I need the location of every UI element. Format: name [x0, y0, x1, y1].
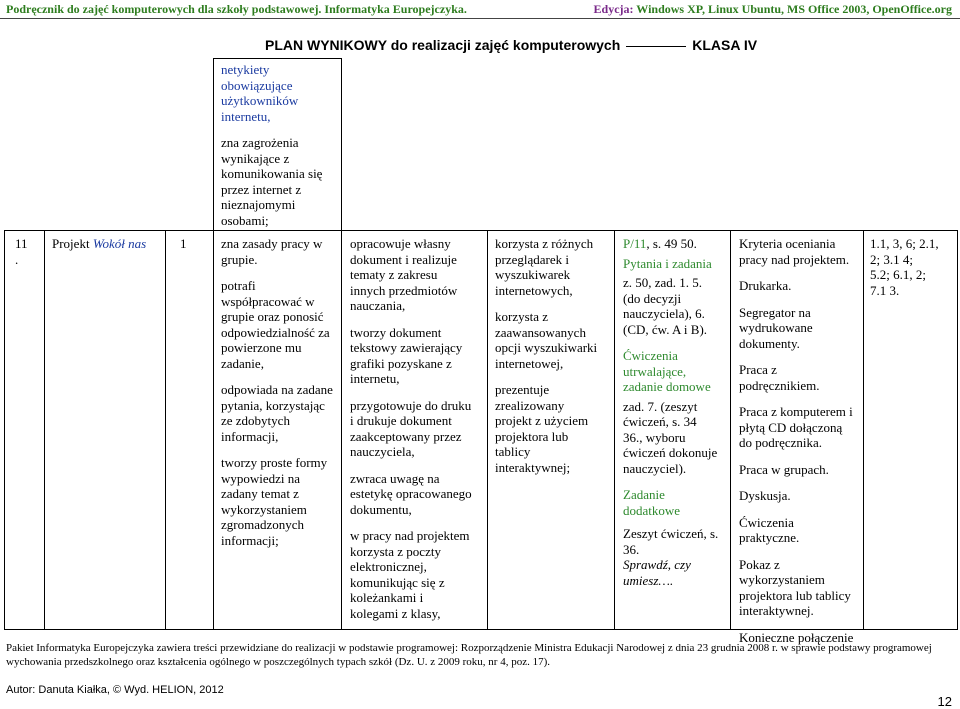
- text-line: 11: [15, 236, 28, 251]
- paragraph: [221, 455, 339, 548]
- text-line: przygotowuje do druku: [350, 397, 472, 413]
- text-line: podręcznikiem.: [739, 377, 820, 393]
- footer-line-2: wychowania przedszkolnego oraz kształcenia ogólnego w poszczególnych typach szkół (Dz. U. z 2009 roku, nr 4, poz. 17).: [6, 656, 551, 668]
- text-line: nauczania,: [350, 298, 406, 313]
- paragraph: [739, 488, 862, 504]
- cell-advanced-skills: [495, 236, 613, 486]
- text-line: Konieczne połączenie: [739, 629, 854, 645]
- paragraph: [350, 398, 486, 460]
- text-line: wynikające z: [221, 150, 290, 166]
- text-line: tablicy: [495, 444, 531, 459]
- text-line: w pracy nad projektem: [350, 528, 470, 543]
- text-line: 36., wyboru: [623, 429, 686, 445]
- text-line: z. 50, zad. 1. 5.: [623, 275, 703, 290]
- project-title: [52, 236, 164, 252]
- text-line: praktyczne.: [739, 530, 800, 545]
- text-line: potrafi: [221, 278, 256, 293]
- text-line: wydrukowane: [739, 320, 813, 335]
- text-line: Zadanie: [623, 487, 665, 502]
- text-line: interaktywnej;: [495, 459, 571, 475]
- text-line: nauczyciela), 6.: [623, 306, 705, 321]
- text-line: (do decyzji: [623, 290, 682, 306]
- footer-note: [6, 641, 951, 669]
- text-line: 5.2; 6.1, 2;: [870, 267, 926, 282]
- text-line: tworzy dokument: [350, 324, 442, 340]
- header-edition-value: Windows XP, Linux Ubuntu, MS Office 2003, OpenOffice.org: [633, 2, 952, 16]
- text-line: interaktywnej.: [739, 603, 814, 618]
- text-line: Pytania i zadania: [623, 255, 712, 271]
- cell-hours: [180, 236, 200, 263]
- paragraph: [495, 236, 613, 298]
- text-line: wykorzystaniem: [739, 572, 825, 587]
- text-line: 2; 3.1 4;: [870, 251, 913, 267]
- paragraph: [739, 362, 862, 393]
- title-dash: [626, 46, 686, 47]
- text-line: powierzone mu: [221, 340, 302, 355]
- project-name: Wokół nas: [92, 236, 147, 251]
- paragraph: [739, 515, 862, 546]
- text-line: komunikowania się: [221, 166, 323, 181]
- text-line: ze zdobytych: [221, 413, 290, 428]
- text-line: tematy z zakresu: [350, 267, 438, 282]
- cell-project: [52, 236, 164, 252]
- text-line: komunikując się z: [350, 574, 445, 590]
- text-line: grupie oraz ponosić: [221, 309, 324, 324]
- text-line: odpowiada na zadane: [221, 382, 333, 397]
- paragraph: [221, 62, 339, 124]
- text-line: tworzy proste formy: [221, 455, 328, 470]
- text-line: korzysta z różnych: [495, 236, 594, 251]
- paragraph: [870, 236, 956, 298]
- text-line: 36.: [623, 541, 640, 557]
- text-line: nauczyciela,: [350, 444, 415, 459]
- text-line: współpracować w: [221, 293, 315, 309]
- text-line: (CD, ćw. A i B).: [623, 321, 708, 337]
- text-line: zad. 7. (zeszyt: [623, 398, 698, 414]
- text-line: prezentuje: [495, 382, 550, 397]
- text-line: nieznajomymi: [221, 197, 296, 212]
- text-line: zwraca uwagę na: [350, 470, 440, 486]
- paragraph: [221, 236, 339, 267]
- text-line: użytkowników: [221, 93, 299, 108]
- text-line: Praca z: [739, 362, 777, 377]
- text-line: do podręcznika.: [739, 435, 823, 450]
- materials-block: [623, 487, 729, 518]
- text-line: Praca z komputerem i: [739, 404, 853, 419]
- text-line: odpowiedzialność za: [221, 324, 330, 340]
- text-line: dokumenty.: [739, 335, 800, 351]
- materials-ref: [623, 236, 729, 252]
- text-line: zadany temat z: [221, 486, 299, 501]
- text-line: grupie.: [221, 251, 258, 267]
- text-line: 1.1, 3, 6; 2.1,: [870, 236, 939, 251]
- materials-block: [623, 399, 729, 477]
- text-line: zaawansowanych: [495, 324, 586, 340]
- text-line: 7.1 3.: [870, 282, 900, 298]
- text-line: dokument i realizuje: [350, 251, 457, 267]
- text-line: ćwiczeń dokonuje: [623, 445, 718, 460]
- paragraph: [221, 382, 339, 444]
- header-book-title: Podręcznik do zajęć komputerowych dla szkoły podstawowej. Informatyka Europejczyka.: [6, 2, 467, 16]
- text-line: zgromadzonych: [221, 517, 305, 532]
- materials-block: [623, 557, 729, 588]
- text-line: projektora lub tablicy: [739, 587, 851, 603]
- paragraph: [350, 236, 486, 314]
- top-cell-continuation: [221, 62, 339, 239]
- text-line: opracowuje własny: [350, 236, 451, 251]
- text-line: internetowych,: [495, 282, 573, 298]
- text-line: tekstowy zawierający: [350, 340, 463, 355]
- paragraph: [15, 236, 43, 252]
- cell-row-number: [15, 236, 43, 267]
- text-line: zaakceptowany przez: [350, 428, 462, 444]
- paragraph: [15, 252, 43, 268]
- paragraph: [739, 404, 862, 451]
- text-line: wypowiedzi na: [221, 470, 301, 486]
- text-line: internetu,: [350, 371, 400, 386]
- text-line: płytą CD dołączoną: [739, 419, 843, 435]
- text-line: ćwiczeń, s. 34: [623, 414, 697, 429]
- text-line: przeglądarek i: [495, 251, 569, 267]
- paragraph: [739, 278, 862, 294]
- paragraph: [180, 236, 200, 252]
- paragraph: [739, 462, 862, 478]
- text-line: wyszukiwarek: [495, 267, 571, 282]
- text-line: innych przedmiotów: [350, 282, 458, 298]
- cell-methods: [739, 236, 862, 656]
- page-number: 12: [937, 694, 952, 709]
- header-rule: [0, 18, 960, 19]
- text-line: opcji wyszukiwarki: [495, 340, 598, 355]
- text-line: .: [15, 251, 19, 267]
- paragraph: [350, 325, 486, 387]
- cell-materials: [623, 236, 729, 588]
- text-line: dodatkowe: [623, 502, 681, 518]
- text-line: koleżankami i: [350, 590, 424, 605]
- text-line: zna zasady pracy w: [221, 236, 323, 251]
- text-line: pracy nad projektem.: [739, 251, 850, 267]
- page-title: [265, 37, 757, 53]
- text-line: netykiety: [221, 62, 270, 77]
- text-line: Ćwiczenia: [623, 348, 678, 363]
- paragraph: [739, 236, 862, 267]
- ref-pages: , s. 49 50.: [646, 236, 697, 251]
- text-line: zna zagrożenia: [221, 135, 299, 150]
- text-line: nauczyciel).: [623, 460, 687, 476]
- text-line: Pokaz z: [739, 556, 780, 572]
- header-edition-label: Edycja:: [593, 2, 634, 16]
- text-line: internetowej,: [495, 355, 564, 371]
- ref-code: P/11: [623, 236, 647, 251]
- text-line: pytania, korzystając: [221, 397, 325, 413]
- paragraph: [221, 278, 339, 371]
- paragraph: [221, 135, 339, 228]
- page-title-class: KLASA IV: [692, 37, 758, 53]
- header-edition: [594, 2, 952, 17]
- cell-basic-skills: [221, 236, 339, 559]
- materials-block: [623, 256, 729, 272]
- text-line: informacji,: [221, 428, 279, 444]
- text-line: zadanie,: [221, 355, 264, 371]
- text-line: zadanie domowe: [623, 379, 711, 394]
- cell-curriculum: [870, 236, 956, 309]
- paragraph: [495, 382, 613, 475]
- text-line: umiesz….: [623, 572, 674, 588]
- text-line: Drukarka.: [739, 278, 792, 293]
- text-line: kolegami z klasy,: [350, 605, 441, 621]
- text-line: internetu,: [221, 108, 271, 124]
- text-line: obowiązujące: [221, 77, 293, 93]
- text-line: Praca w grupach.: [739, 461, 829, 477]
- materials-block: [623, 526, 729, 557]
- text-line: Kryteria oceniania: [739, 236, 836, 251]
- text-line: i drukuje dokument: [350, 413, 452, 428]
- text-line: Zeszyt ćwiczeń, s.: [623, 526, 719, 541]
- text-line: przez internet z: [221, 181, 302, 197]
- text-line: korzysta z poczty: [350, 543, 441, 559]
- paragraph: [739, 557, 862, 619]
- materials-block: [623, 348, 729, 395]
- project-prefix: Projekt: [52, 236, 93, 251]
- cell-extended-skills: [350, 236, 486, 632]
- text-line: grafiki pozyskane z: [350, 355, 452, 371]
- text-line: korzysta z: [495, 309, 549, 324]
- text-line: projektora lub: [495, 428, 569, 444]
- text-line: Ćwiczenia: [739, 514, 794, 530]
- text-line: informacji;: [221, 532, 279, 548]
- text-line: projekt z użyciem: [495, 413, 589, 428]
- paragraph: [350, 528, 486, 621]
- paragraph: [739, 305, 862, 352]
- materials-block: [623, 275, 729, 337]
- footer-line-1: Pakiet Informatyka Europejczyka zawiera treści przewidziane do realizacji w podstawie programowej: Rozporządzenie Ministra Edukacji Narodowej z dnia 23 grudnia 2008 r. w sprawie podstawy programowej: [6, 642, 932, 654]
- page-title-main: PLAN WYNIKOWY do realizacji zajęć komputerowych: [265, 37, 621, 53]
- text-line: Sprawdź, czy: [623, 557, 691, 572]
- text-line: zrealizowany: [495, 397, 565, 413]
- paragraph: [350, 471, 486, 518]
- text-line: utrwalające,: [623, 363, 687, 379]
- text-line: Dyskusja.: [739, 488, 791, 503]
- text-line: dokumentu,: [350, 501, 412, 517]
- footer-author: Autor: Danuta Kiałka, © Wyd. HELION, 2012: [6, 684, 224, 696]
- text-line: estetykę opracowanego: [350, 486, 472, 501]
- text-line: elektronicznej,: [350, 559, 427, 574]
- text-line: Segregator na: [739, 304, 811, 320]
- text-line: 1: [180, 236, 187, 251]
- text-line: osobami;: [221, 212, 269, 228]
- paragraph: [495, 309, 613, 371]
- text-line: wykorzystaniem: [221, 501, 307, 517]
